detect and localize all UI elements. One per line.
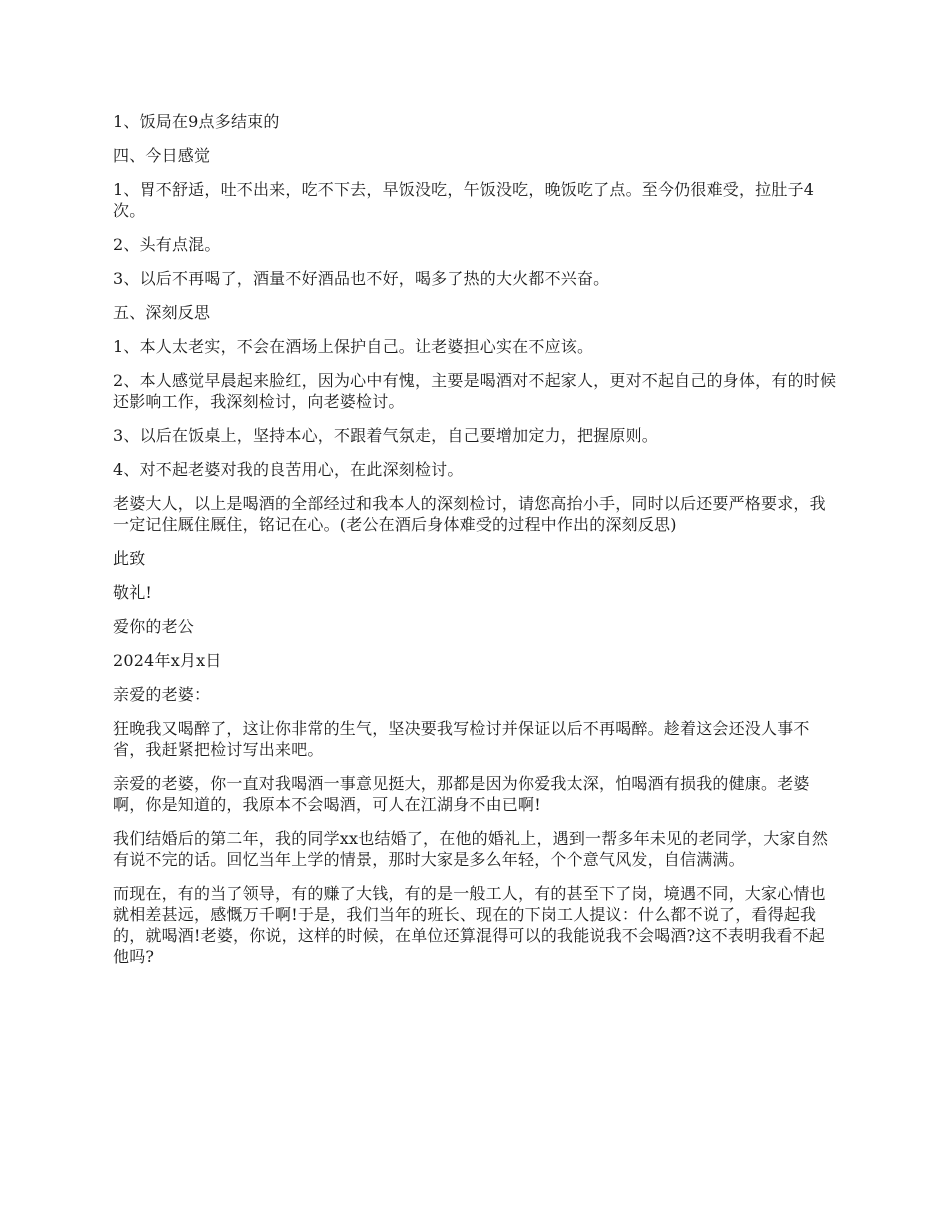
paragraph-feeling-3: 3、以后不再喝了，酒量不好酒品也不好，喝多了热的大火都不兴奋。 (113, 269, 610, 288)
closing-salutation: 此致 (113, 549, 146, 568)
signature: 爱你的老公 (113, 617, 195, 636)
paragraph-letter-4: 而现在，有的当了领导，有的赚了大钱，有的是一般工人，有的甚至下了岗，境遇不同，大家心情也就相差甚远，感慨万千啊!于是，我们当年的班长、现在的下岗工人提议：什么都不说了，看得起我的，就喝酒!老婆，你说，这样的时候，在单位还算混得可以的我能说我不会喝酒?这不表明我看不起他吗? (113, 884, 826, 966)
paragraph-letter-2: 亲爱的老婆，你一直对我喝酒一事意见挺大，那都是因为你爱我太深，怕喝酒有损我的健康。老婆啊，你是知道的，我原本不会喝酒，可人在江湖身不由已啊! (113, 774, 810, 814)
date-line: 2024年x月x日 (113, 651, 222, 670)
paragraph-letter-3: 我们结婚后的第二年，我的同学xx也结婚了，在他的婚礼上，遇到一帮多年未见的老同学，大家自然有说不完的话。回忆当年上学的情景，那时大家是多么年轻，个个意气风发，自信满满。 (113, 829, 829, 869)
document-body (113, 111, 840, 980)
paragraph-reflection-1: 1、本人太老实，不会在酒场上保护自己。让老婆担心实在不应该。 (113, 337, 594, 356)
paragraph-reflection-2: 2、本人感觉早晨起来脸红，因为心中有愧，主要是喝酒对不起家人，更对不起自己的身体，有的时候还影响工作，我深刻检讨，向老婆检讨。 (113, 371, 837, 411)
paragraph-reflection-4: 4、对不起老婆对我的良苦用心，在此深刻检讨。 (113, 460, 464, 479)
greeting: 亲爱的老婆： (113, 685, 211, 704)
heading-today-feelings: 四、今日感觉 (113, 146, 211, 165)
paragraph-feeling-2: 2、头有点混。 (113, 235, 221, 254)
closing-regards: 敬礼! (113, 583, 153, 602)
paragraph-reflection-3: 3、以后在饭桌上，坚持本心，不跟着气氛走，自己要增加定力，把握原则。 (113, 426, 658, 445)
paragraph-letter-1: 狂晚我又喝醉了，这让你非常的生气，坚决要我写检讨并保证以后不再喝醉。趁着这会还没人事不省，我赶紧把检讨写出来吧。 (113, 719, 810, 759)
heading-deep-reflection: 五、深刻反思 (113, 303, 211, 322)
paragraph-summary: 老婆大人，以上是喝酒的全部经过和我本人的深刻检讨，请您高抬小手，同时以后还要严格要求，我一定记住厩住厩住，铭记在心。(老公在酒后身体难受的过程中作出的深刻反思) (113, 494, 826, 534)
paragraph-feeling-1: 1、胃不舒适，吐不出来，吃不下去，早饭没吃，午饭没吃，晚饭吃了点。至今仍很难受，拉肚子4次。 (113, 180, 815, 220)
paragraph-dinner-end: 1、饭局在9点多结束的 (113, 112, 280, 131)
